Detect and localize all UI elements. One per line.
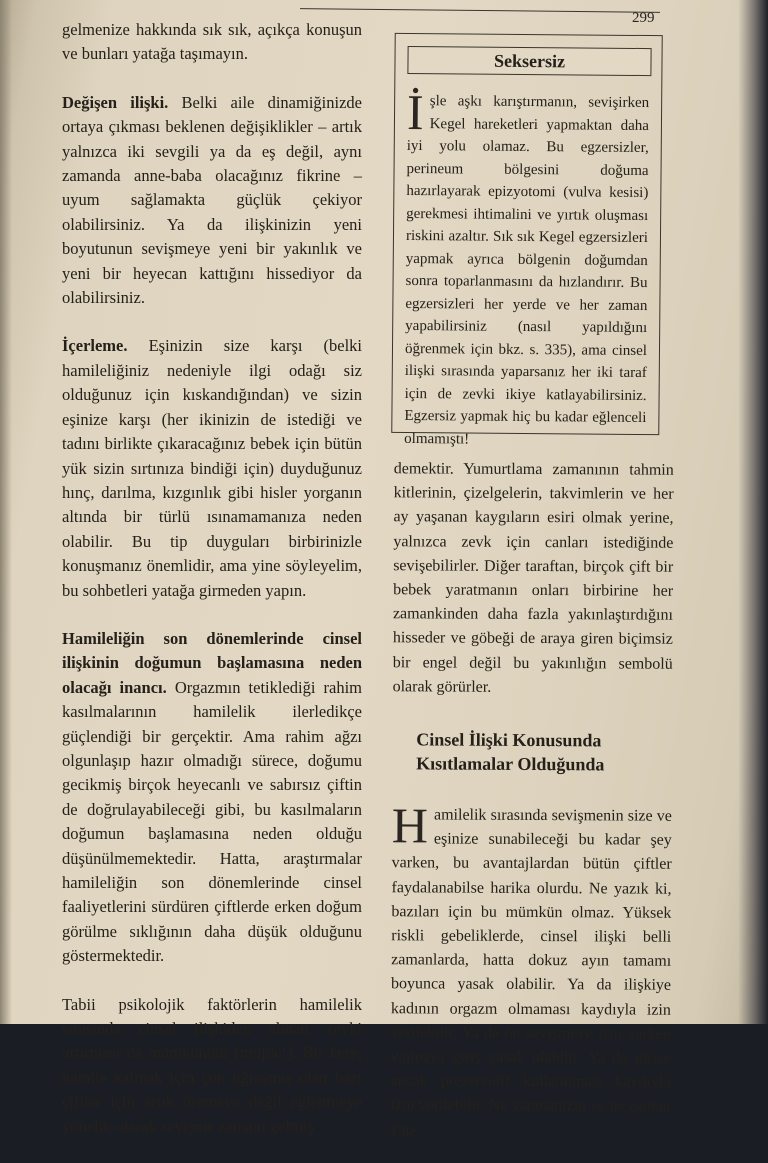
section-paragraph xyxy=(390,797,672,1143)
sidebar-text: şle aşkı karıştırmanın, sevişirken Kegel hareketleri yapmaktan daha iyi yolu olamaz. Bu egzersizler, perineum bölgesini doğuma hazırlayarak epizyotomi (vulva kesisi) gerekmesi ihtimalini ve yırtık oluşması riskini azaltır. Sık sık Kegel egzersizleri yapmak ayrıca bölgenin doğumdan sonra toparlanmasını da hızlandırır. Bu egzersizleri her yerde ve her zaman yapabilirsiniz (nasıl yapıldığını öğrenmek için bkz. s. 335), ama cinsel ilişki sırasında yaparsanız her iki taraf için de zevki ikiye katlayabilirsiniz. Egzersiz yapmak hiç bu kadar eğlenceli olmamıştı! xyxy=(404,93,650,448)
paragraph-text: Orgazmın tetiklediği rahim kasılmalarının hamilelik ilerledikçe güçlendiği bir gerçektir. Ama rahim ağzı olgunlaşıp hazır olmadığı sürece, doğumu gecikmiş birçok heyecanlı ve sabırsız çiftin de doğrulayabileceği gibi, bu kasılmaların doğumun başlamasına neden olduğu düşünülmemektedir. Hatta, araştırmalar hamileliğin son dönemlerinde cinsel faaliyetlerini sürdüren çiftlerde erken doğum görülme sıklığının daha düşük olduğunu göstermektedir. xyxy=(62,677,362,966)
left-column xyxy=(62,18,362,1163)
paragraph-psychological: Tabii psikolojik faktörlerin hamilelik sırasında cinsel ilişkiden alınan zevki artırması da mümkündür (müjde!). Bir kere, hamile kalmak için çok uğraşmış olan bazı çiftler için artık üremeye değil eğlenmeye yönelik olarak sevişme zamanı gelmiş xyxy=(62,994,362,1136)
intro-paragraph: gelmenize hakkında sık sık, açıkça konuşun ve bunları yatağa taşımayın. xyxy=(62,20,362,64)
run-in-heading: İçerleme. xyxy=(62,336,128,356)
sidebar-box xyxy=(391,33,662,448)
paragraph-text: Belki aile dinamiğinizde ortaya çıkması beklenen değişiklikler – artık yalnızca iki sevgili ya da eş değil, aynı zamanda anne-baba olacağınız fikrine – uyum sağlamakta güçlük çekiyor olabilirsiniz. Ya da ilişkinizin yeni boyutunun sevişmeye yeni bir yakınlık ve yeni bir heyecan kattığını hissediyor da olabilirsiniz. xyxy=(62,92,362,308)
sidebar-title: Seksersiz xyxy=(407,46,651,76)
paragraph-resentment xyxy=(62,334,362,602)
run-in-heading: Değişen ilişki. xyxy=(62,92,169,112)
paragraph-labor-belief xyxy=(62,627,362,969)
paragraph-changing-relationship xyxy=(62,91,362,311)
drop-cap: H xyxy=(391,797,429,854)
continuation-paragraph: demektir. Yumurtlama zamanının tahmin kitlerinin, çizelgelerin, takvimlerin ve her ay yaşanan kaygıların esiri olmak yerine, yalnızca zevk için canları istediğinde sevişebilirler. Diğer taraftan, birçok çift bir bebek yaratmanın onları birbirine her zamankinden daha fazla yakınlaştırdığını hisseder ve göbeği de araya giren biçimsiz bir engel değil bu yakınlığın sembolü olarak görürler. xyxy=(392,460,674,696)
paragraph-text: Eşinizin size karşı (belki hamileliğiniz nedeniyle ilgi odağı siz olduğunuz için kıskandığından) ve sizin eşinize karşı (her ikinizin de istediği ve tadını birlikte çıkaracağınız bebek için bütün yük sizin sırtınıza bindiği için) duyduğunuz hınç, darılma, kızgınlık gibi hisler yorganın altında bir türlü ısınamamanıza neden olabilir. Bu tip duyguları birbirinizle konuşmanız önemlidir, ama yine söyleyelim, bu sohbetleri yatağa girmeden yapın. xyxy=(62,336,363,600)
page-gutter-shadow xyxy=(0,0,12,1024)
sidebar-body xyxy=(404,83,650,452)
right-column xyxy=(390,457,674,1143)
drop-cap: İ xyxy=(406,83,424,141)
section-heading: Cinsel İlişki Konusunda Kısıtlamalar Olduğunda xyxy=(416,729,605,775)
section-text: amilelik sırasında sevişmenin size ve eşinize sunabileceği bu kadar şey varken, bu avantajlardan bütün çiftler faydalanabilse harika olurdu. Ne yazık ki, bazıları için bu mümkün olmaz. Yüksek riskli gebeliklerde, cinsel ilişki belli zamanlarda, hatta dokuz ayın tamamı boyunca yasak olabilir. Ya da ilişkiye kadının orgazm olmaması kaydıyla izin verilebilir. Ya da ön sevişmeye izin varken vajinaya giriş yasak olabilir. Ya da girişe ancak prezervatif kullanılması kaydıyla izin verilebilir. Ne yapmanızın ve ne zaman yap- xyxy=(390,806,672,1139)
run-in-heading: Hamileliğin son dönemlerinde cinsel ilişkinin doğumun başlamasına neden olacağı inancı. xyxy=(62,628,362,697)
page-number: 299 xyxy=(632,10,655,26)
header-rule xyxy=(300,8,660,13)
